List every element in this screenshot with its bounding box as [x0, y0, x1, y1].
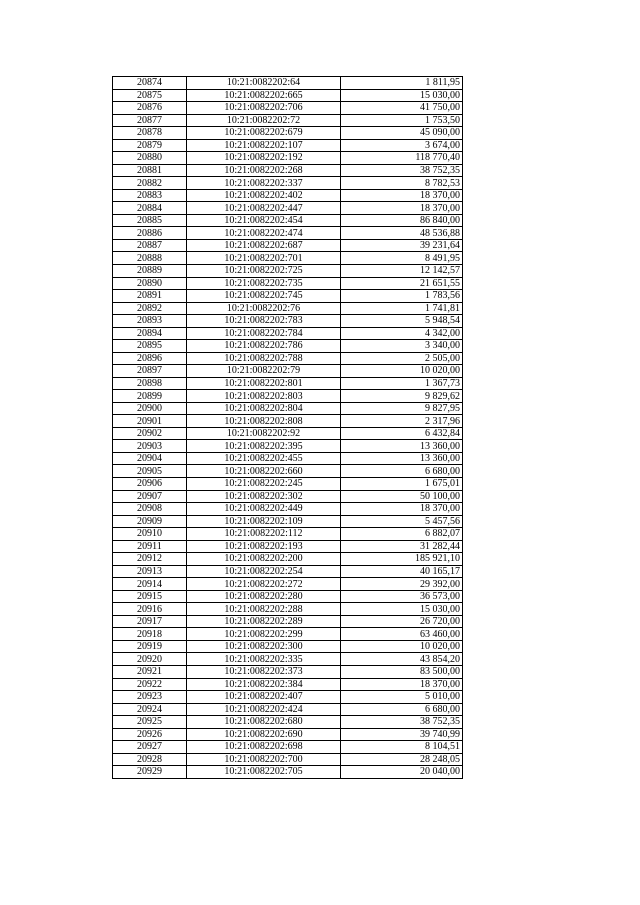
- table-row: [113, 377, 463, 390]
- row-number-cell: 20922: [113, 678, 187, 691]
- value-cell: 2 317,96: [341, 415, 463, 428]
- value-cell: 36 573,00: [341, 590, 463, 603]
- table-row: [113, 164, 463, 177]
- table-row: [113, 214, 463, 227]
- value-cell: 1 811,95: [341, 77, 463, 90]
- value-cell: 41 750,00: [341, 102, 463, 115]
- table-row: [113, 465, 463, 478]
- table-row: [113, 503, 463, 516]
- table-row: [113, 628, 463, 641]
- cadastral-number-cell: 10:21:0082202:447: [187, 202, 341, 215]
- row-number-cell: 20915: [113, 590, 187, 603]
- cadastral-number-cell: 10:21:0082202:192: [187, 152, 341, 165]
- row-number-cell: 20902: [113, 427, 187, 440]
- cadastral-number-cell: 10:21:0082202:337: [187, 177, 341, 190]
- cadastral-number-cell: 10:21:0082202:705: [187, 766, 341, 779]
- row-number-cell: 20906: [113, 478, 187, 491]
- value-cell: 1 675,01: [341, 478, 463, 491]
- row-number-cell: 20918: [113, 628, 187, 641]
- table-row: [113, 427, 463, 440]
- cadastral-number-cell: 10:21:0082202:200: [187, 553, 341, 566]
- row-number-cell: 20920: [113, 653, 187, 666]
- row-number-cell: 20890: [113, 277, 187, 290]
- value-cell: 10 020,00: [341, 640, 463, 653]
- cadastral-number-cell: 10:21:0082202:395: [187, 440, 341, 453]
- cadastral-number-cell: 10:21:0082202:112: [187, 528, 341, 541]
- table-row: [113, 540, 463, 553]
- value-cell: 6 882,07: [341, 528, 463, 541]
- row-number-cell: 20912: [113, 553, 187, 566]
- row-number-cell: 20889: [113, 264, 187, 277]
- row-number-cell: 20897: [113, 365, 187, 378]
- table-row: [113, 691, 463, 704]
- row-number-cell: 20874: [113, 77, 187, 90]
- row-number-cell: 20895: [113, 340, 187, 353]
- value-cell: 83 500,00: [341, 665, 463, 678]
- row-number-cell: 20887: [113, 239, 187, 252]
- table-row: [113, 89, 463, 102]
- table-row: [113, 352, 463, 365]
- table-row: [113, 239, 463, 252]
- table-row: [113, 728, 463, 741]
- value-cell: 6 680,00: [341, 465, 463, 478]
- row-number-cell: 20894: [113, 327, 187, 340]
- table-row: [113, 252, 463, 265]
- value-cell: 185 921,10: [341, 553, 463, 566]
- table-row: [113, 189, 463, 202]
- table-row: [113, 264, 463, 277]
- row-number-cell: 20875: [113, 89, 187, 102]
- row-number-cell: 20908: [113, 503, 187, 516]
- value-cell: 40 165,17: [341, 565, 463, 578]
- value-cell: 1 783,56: [341, 290, 463, 303]
- cadastral-number-cell: 10:21:0082202:801: [187, 377, 341, 390]
- value-cell: 1 367,73: [341, 377, 463, 390]
- row-number-cell: 20880: [113, 152, 187, 165]
- cadastral-number-cell: 10:21:0082202:424: [187, 703, 341, 716]
- cadastral-number-cell: 10:21:0082202:79: [187, 365, 341, 378]
- table-row: [113, 365, 463, 378]
- row-number-cell: 20929: [113, 766, 187, 779]
- row-number-cell: 20898: [113, 377, 187, 390]
- cadastral-number-cell: 10:21:0082202:788: [187, 352, 341, 365]
- cadastral-number-cell: 10:21:0082202:690: [187, 728, 341, 741]
- table-row: [113, 478, 463, 491]
- value-cell: 20 040,00: [341, 766, 463, 779]
- value-cell: 50 100,00: [341, 490, 463, 503]
- cadastral-number-cell: 10:21:0082202:193: [187, 540, 341, 553]
- table-row: [113, 440, 463, 453]
- cadastral-number-cell: 10:21:0082202:373: [187, 665, 341, 678]
- value-cell: 10 020,00: [341, 365, 463, 378]
- row-number-cell: 20896: [113, 352, 187, 365]
- row-number-cell: 20923: [113, 691, 187, 704]
- value-cell: 26 720,00: [341, 615, 463, 628]
- value-cell: 38 752,35: [341, 164, 463, 177]
- cadastral-number-cell: 10:21:0082202:679: [187, 127, 341, 140]
- table-row: [113, 202, 463, 215]
- value-cell: 1 741,81: [341, 302, 463, 315]
- row-number-cell: 20916: [113, 603, 187, 616]
- table-row: [113, 227, 463, 240]
- value-cell: 1 753,50: [341, 114, 463, 127]
- value-cell: 13 360,00: [341, 440, 463, 453]
- row-number-cell: 20919: [113, 640, 187, 653]
- table-row: [113, 77, 463, 90]
- cadastral-number-cell: 10:21:0082202:455: [187, 452, 341, 465]
- table-row: [113, 452, 463, 465]
- cadastral-number-cell: 10:21:0082202:76: [187, 302, 341, 315]
- row-number-cell: 20881: [113, 164, 187, 177]
- table-row: [113, 640, 463, 653]
- table-row: [113, 315, 463, 328]
- table-row: [113, 653, 463, 666]
- table-row: [113, 290, 463, 303]
- value-cell: 4 342,00: [341, 327, 463, 340]
- value-cell: 18 370,00: [341, 202, 463, 215]
- cadastral-number-cell: 10:21:0082202:280: [187, 590, 341, 603]
- cadastral-number-cell: 10:21:0082202:107: [187, 139, 341, 152]
- cadastral-number-cell: 10:21:0082202:660: [187, 465, 341, 478]
- row-number-cell: 20903: [113, 440, 187, 453]
- value-cell: 5 010,00: [341, 691, 463, 704]
- value-cell: 39 231,64: [341, 239, 463, 252]
- value-cell: 48 536,88: [341, 227, 463, 240]
- table-row: [113, 716, 463, 729]
- table-row: [113, 678, 463, 691]
- value-cell: 8 491,95: [341, 252, 463, 265]
- row-number-cell: 20904: [113, 452, 187, 465]
- cadastral-number-cell: 10:21:0082202:109: [187, 515, 341, 528]
- cadastral-number-cell: 10:21:0082202:72: [187, 114, 341, 127]
- row-number-cell: 20888: [113, 252, 187, 265]
- cadastral-number-cell: 10:21:0082202:804: [187, 402, 341, 415]
- cadastral-number-cell: 10:21:0082202:402: [187, 189, 341, 202]
- row-number-cell: 20921: [113, 665, 187, 678]
- cadastral-number-cell: 10:21:0082202:745: [187, 290, 341, 303]
- cadastral-number-cell: 10:21:0082202:64: [187, 77, 341, 90]
- table-row: [113, 490, 463, 503]
- row-number-cell: 20892: [113, 302, 187, 315]
- value-cell: 43 854,20: [341, 653, 463, 666]
- cadastral-number-cell: 10:21:0082202:302: [187, 490, 341, 503]
- row-number-cell: 20914: [113, 578, 187, 591]
- cadastral-number-cell: 10:21:0082202:784: [187, 327, 341, 340]
- row-number-cell: 20893: [113, 315, 187, 328]
- value-cell: 18 370,00: [341, 678, 463, 691]
- row-number-cell: 20927: [113, 741, 187, 754]
- cadastral-number-cell: 10:21:0082202:725: [187, 264, 341, 277]
- table-body: [113, 77, 463, 779]
- value-cell: 3 340,00: [341, 340, 463, 353]
- row-number-cell: 20911: [113, 540, 187, 553]
- value-cell: 86 840,00: [341, 214, 463, 227]
- cadastral-number-cell: 10:21:0082202:454: [187, 214, 341, 227]
- table-row: [113, 415, 463, 428]
- cadastral-number-cell: 10:21:0082202:407: [187, 691, 341, 704]
- table-row: [113, 102, 463, 115]
- table-row: [113, 327, 463, 340]
- cadastral-number-cell: 10:21:0082202:289: [187, 615, 341, 628]
- cadastral-number-cell: 10:21:0082202:680: [187, 716, 341, 729]
- value-cell: 3 674,00: [341, 139, 463, 152]
- value-cell: 45 090,00: [341, 127, 463, 140]
- value-cell: 18 370,00: [341, 189, 463, 202]
- value-cell: 9 827,95: [341, 402, 463, 415]
- value-cell: 63 460,00: [341, 628, 463, 641]
- table-row: [113, 603, 463, 616]
- row-number-cell: 20909: [113, 515, 187, 528]
- value-cell: 15 030,00: [341, 89, 463, 102]
- cadastral-number-cell: 10:21:0082202:299: [187, 628, 341, 641]
- cadastral-number-cell: 10:21:0082202:474: [187, 227, 341, 240]
- value-cell: 18 370,00: [341, 503, 463, 516]
- cadastral-number-cell: 10:21:0082202:254: [187, 565, 341, 578]
- cadastral-number-cell: 10:21:0082202:687: [187, 239, 341, 252]
- value-cell: 2 505,00: [341, 352, 463, 365]
- row-number-cell: 20877: [113, 114, 187, 127]
- cadastral-number-cell: 10:21:0082202:245: [187, 478, 341, 491]
- table-row: [113, 615, 463, 628]
- value-cell: 6 432,84: [341, 427, 463, 440]
- row-number-cell: 20879: [113, 139, 187, 152]
- row-number-cell: 20917: [113, 615, 187, 628]
- cadastral-number-cell: 10:21:0082202:808: [187, 415, 341, 428]
- cadastral-number-cell: 10:21:0082202:335: [187, 653, 341, 666]
- table-row: [113, 565, 463, 578]
- row-number-cell: 20899: [113, 390, 187, 403]
- value-cell: 28 248,05: [341, 753, 463, 766]
- row-number-cell: 20885: [113, 214, 187, 227]
- table-row: [113, 766, 463, 779]
- value-cell: 5 457,56: [341, 515, 463, 528]
- table-row: [113, 152, 463, 165]
- cadastral-number-cell: 10:21:0082202:449: [187, 503, 341, 516]
- row-number-cell: 20928: [113, 753, 187, 766]
- row-number-cell: 20901: [113, 415, 187, 428]
- cadastral-number-cell: 10:21:0082202:300: [187, 640, 341, 653]
- value-cell: 6 680,00: [341, 703, 463, 716]
- row-number-cell: 20876: [113, 102, 187, 115]
- table-row: [113, 553, 463, 566]
- cadastral-number-cell: 10:21:0082202:92: [187, 427, 341, 440]
- table-row: [113, 515, 463, 528]
- value-cell: 15 030,00: [341, 603, 463, 616]
- value-cell: 13 360,00: [341, 452, 463, 465]
- table-row: [113, 139, 463, 152]
- row-number-cell: 20910: [113, 528, 187, 541]
- table-row: [113, 578, 463, 591]
- table-row: [113, 127, 463, 140]
- row-number-cell: 20884: [113, 202, 187, 215]
- row-number-cell: 20907: [113, 490, 187, 503]
- cadastral-number-cell: 10:21:0082202:783: [187, 315, 341, 328]
- cadastral-number-cell: 10:21:0082202:786: [187, 340, 341, 353]
- cadastral-number-cell: 10:21:0082202:698: [187, 741, 341, 754]
- row-number-cell: 20926: [113, 728, 187, 741]
- table-row: [113, 741, 463, 754]
- row-number-cell: 20905: [113, 465, 187, 478]
- table-row: [113, 340, 463, 353]
- cadastral-number-cell: 10:21:0082202:665: [187, 89, 341, 102]
- value-cell: 118 770,40: [341, 152, 463, 165]
- table-row: [113, 665, 463, 678]
- cadastral-number-cell: 10:21:0082202:706: [187, 102, 341, 115]
- row-number-cell: 20882: [113, 177, 187, 190]
- row-number-cell: 20891: [113, 290, 187, 303]
- table-row: [113, 528, 463, 541]
- value-cell: 29 392,00: [341, 578, 463, 591]
- row-number-cell: 20913: [113, 565, 187, 578]
- cadastral-number-cell: 10:21:0082202:701: [187, 252, 341, 265]
- row-number-cell: 20924: [113, 703, 187, 716]
- cadastral-number-cell: 10:21:0082202:803: [187, 390, 341, 403]
- value-cell: 8 104,51: [341, 741, 463, 754]
- cadastral-number-cell: 10:21:0082202:268: [187, 164, 341, 177]
- value-cell: 9 829,62: [341, 390, 463, 403]
- row-number-cell: 20900: [113, 402, 187, 415]
- table-row: [113, 753, 463, 766]
- row-number-cell: 20886: [113, 227, 187, 240]
- table-row: [113, 590, 463, 603]
- table-row: [113, 703, 463, 716]
- value-cell: 21 651,55: [341, 277, 463, 290]
- row-number-cell: 20925: [113, 716, 187, 729]
- cadastral-number-cell: 10:21:0082202:288: [187, 603, 341, 616]
- cadastral-number-cell: 10:21:0082202:272: [187, 578, 341, 591]
- table-row: [113, 402, 463, 415]
- table-row: [113, 177, 463, 190]
- value-cell: 31 282,44: [341, 540, 463, 553]
- value-cell: 12 142,57: [341, 264, 463, 277]
- table-row: [113, 277, 463, 290]
- value-cell: 8 782,53: [341, 177, 463, 190]
- cadastral-number-cell: 10:21:0082202:735: [187, 277, 341, 290]
- value-cell: 39 740,99: [341, 728, 463, 741]
- table-row: [113, 390, 463, 403]
- cadastral-value-table: [112, 76, 463, 779]
- value-cell: 38 752,35: [341, 716, 463, 729]
- row-number-cell: 20878: [113, 127, 187, 140]
- value-cell: 5 948,54: [341, 315, 463, 328]
- cadastral-number-cell: 10:21:0082202:384: [187, 678, 341, 691]
- table-row: [113, 302, 463, 315]
- row-number-cell: 20883: [113, 189, 187, 202]
- cadastral-number-cell: 10:21:0082202:700: [187, 753, 341, 766]
- table-row: [113, 114, 463, 127]
